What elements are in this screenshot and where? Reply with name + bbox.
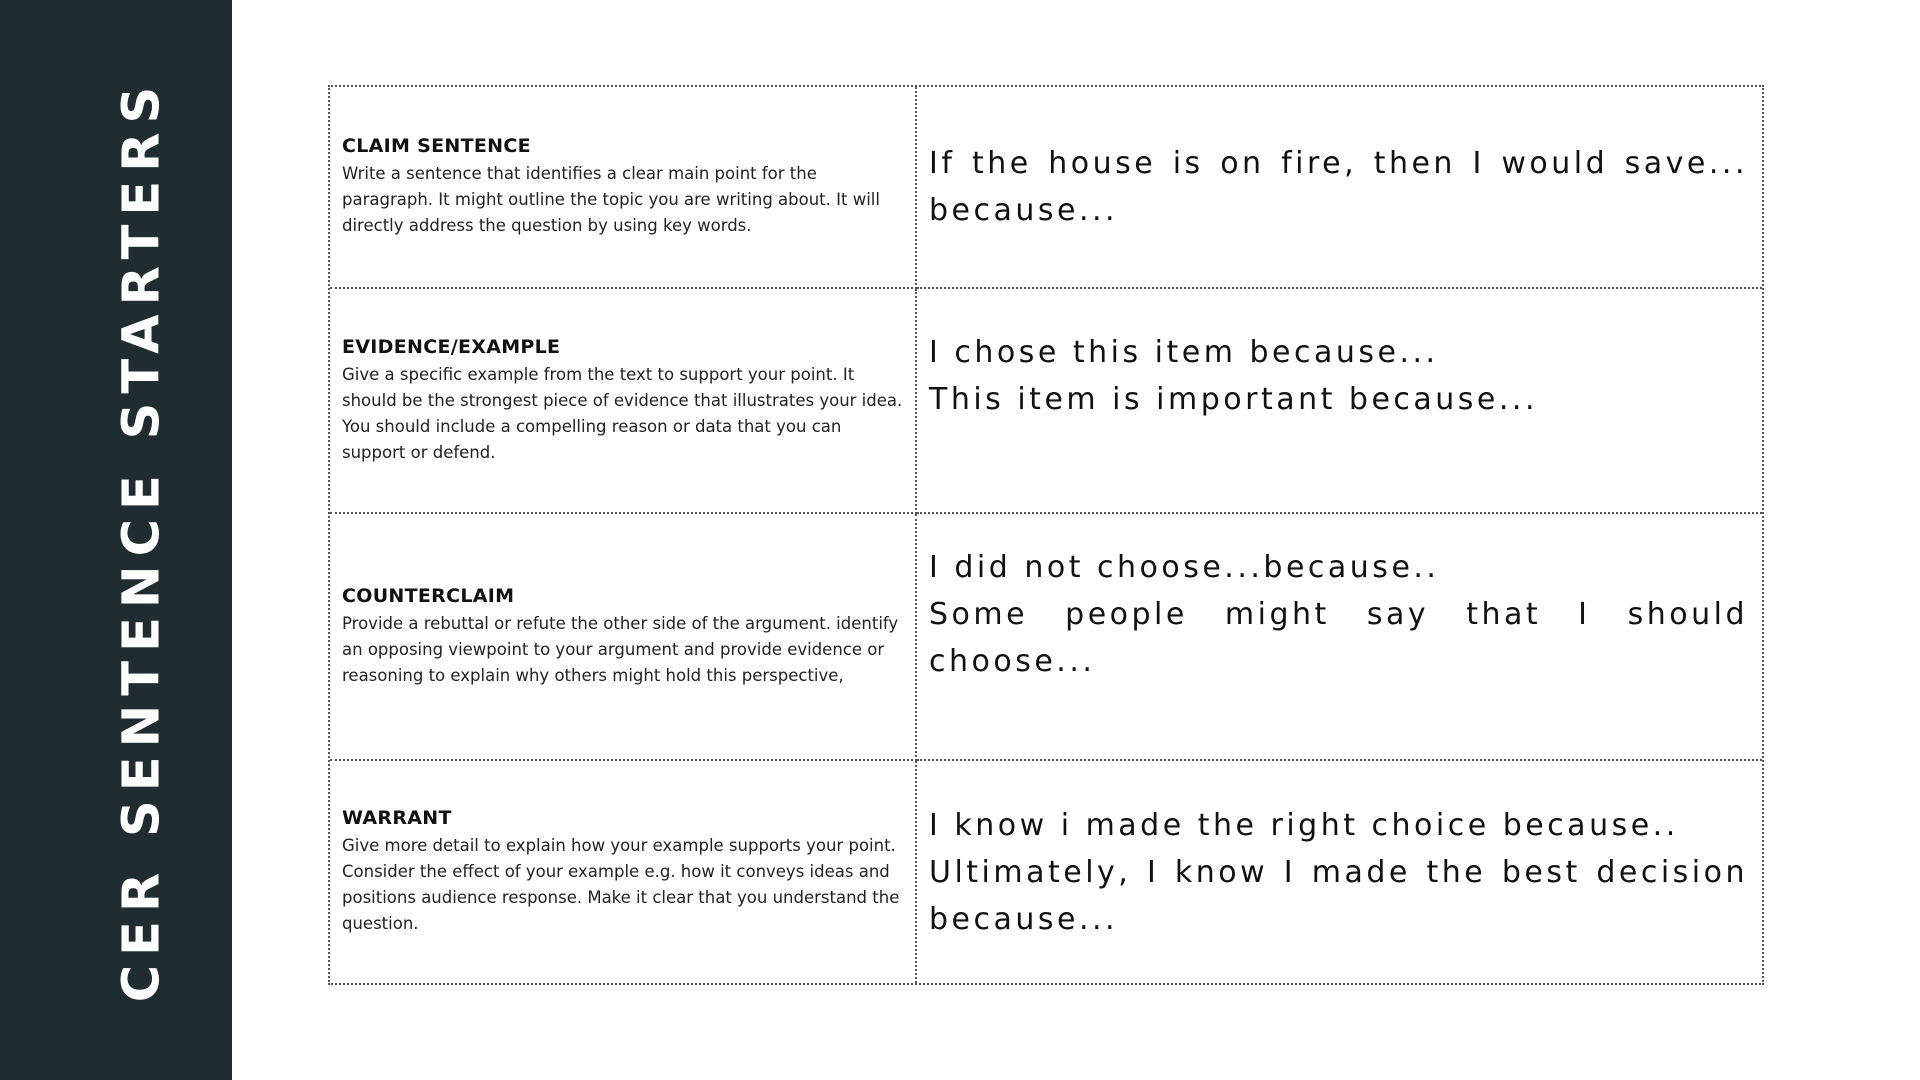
side-title: CER SENTENCE STARTERS (112, 77, 172, 1003)
side-panel (0, 0, 232, 1080)
evidence-description-cell (330, 289, 917, 514)
warrant-description: Give more detail to explain how your example supports your point. Consider the effect of your example e.g. how it conveys ideas and positions audience response. Make it clear that you understand the question. (342, 836, 900, 933)
counterclaim-description-cell (330, 514, 917, 761)
claim-description-cell (330, 87, 917, 289)
evidence-starter-2: This item is important because... (929, 382, 1538, 417)
cer-table (328, 85, 1764, 985)
counterclaim-starters-cell (917, 514, 1762, 761)
counterclaim-starter-1: I did not choose...because.. (929, 550, 1440, 585)
evidence-description: Give a specific example from the text to support your point. It should be the strongest piece of evidence that illustrates your idea. You should include a compelling reason or data that you can support or defend. (342, 364, 903, 462)
counterclaim-heading: COUNTERCLAIM (342, 584, 515, 607)
claim-starter-1: If the house is on fire, then I would save... because... (929, 146, 1748, 228)
warrant-starters-cell (917, 761, 1762, 983)
evidence-heading: EVIDENCE/EXAMPLE (342, 335, 561, 358)
claim-heading: CLAIM SENTENCE (342, 135, 531, 157)
counterclaim-starter-2: Some people might say that I should choose... (929, 597, 1748, 679)
claim-starters-cell (917, 87, 1762, 289)
evidence-starters-cell (917, 289, 1762, 514)
counterclaim-description: Provide a rebuttal or refute the other side of the argument. identify an opposing viewpoint to your argument and provide evidence or reasoning to explain why others might hold this perspective, (342, 613, 899, 685)
warrant-starter-1: I know i made the right choice because.. (929, 807, 1679, 843)
warrant-starter-2: Ultimately, I know I made the best decision because... (929, 854, 1748, 937)
claim-description: Write a sentence that identifies a clear main point for the paragraph. It might outline the topic you are writing about. It will directly address the question by using key words. (342, 164, 880, 235)
warrant-heading: WARRANT (342, 807, 452, 829)
evidence-starter-1: I chose this item because... (929, 335, 1439, 370)
warrant-description-cell (330, 761, 917, 983)
